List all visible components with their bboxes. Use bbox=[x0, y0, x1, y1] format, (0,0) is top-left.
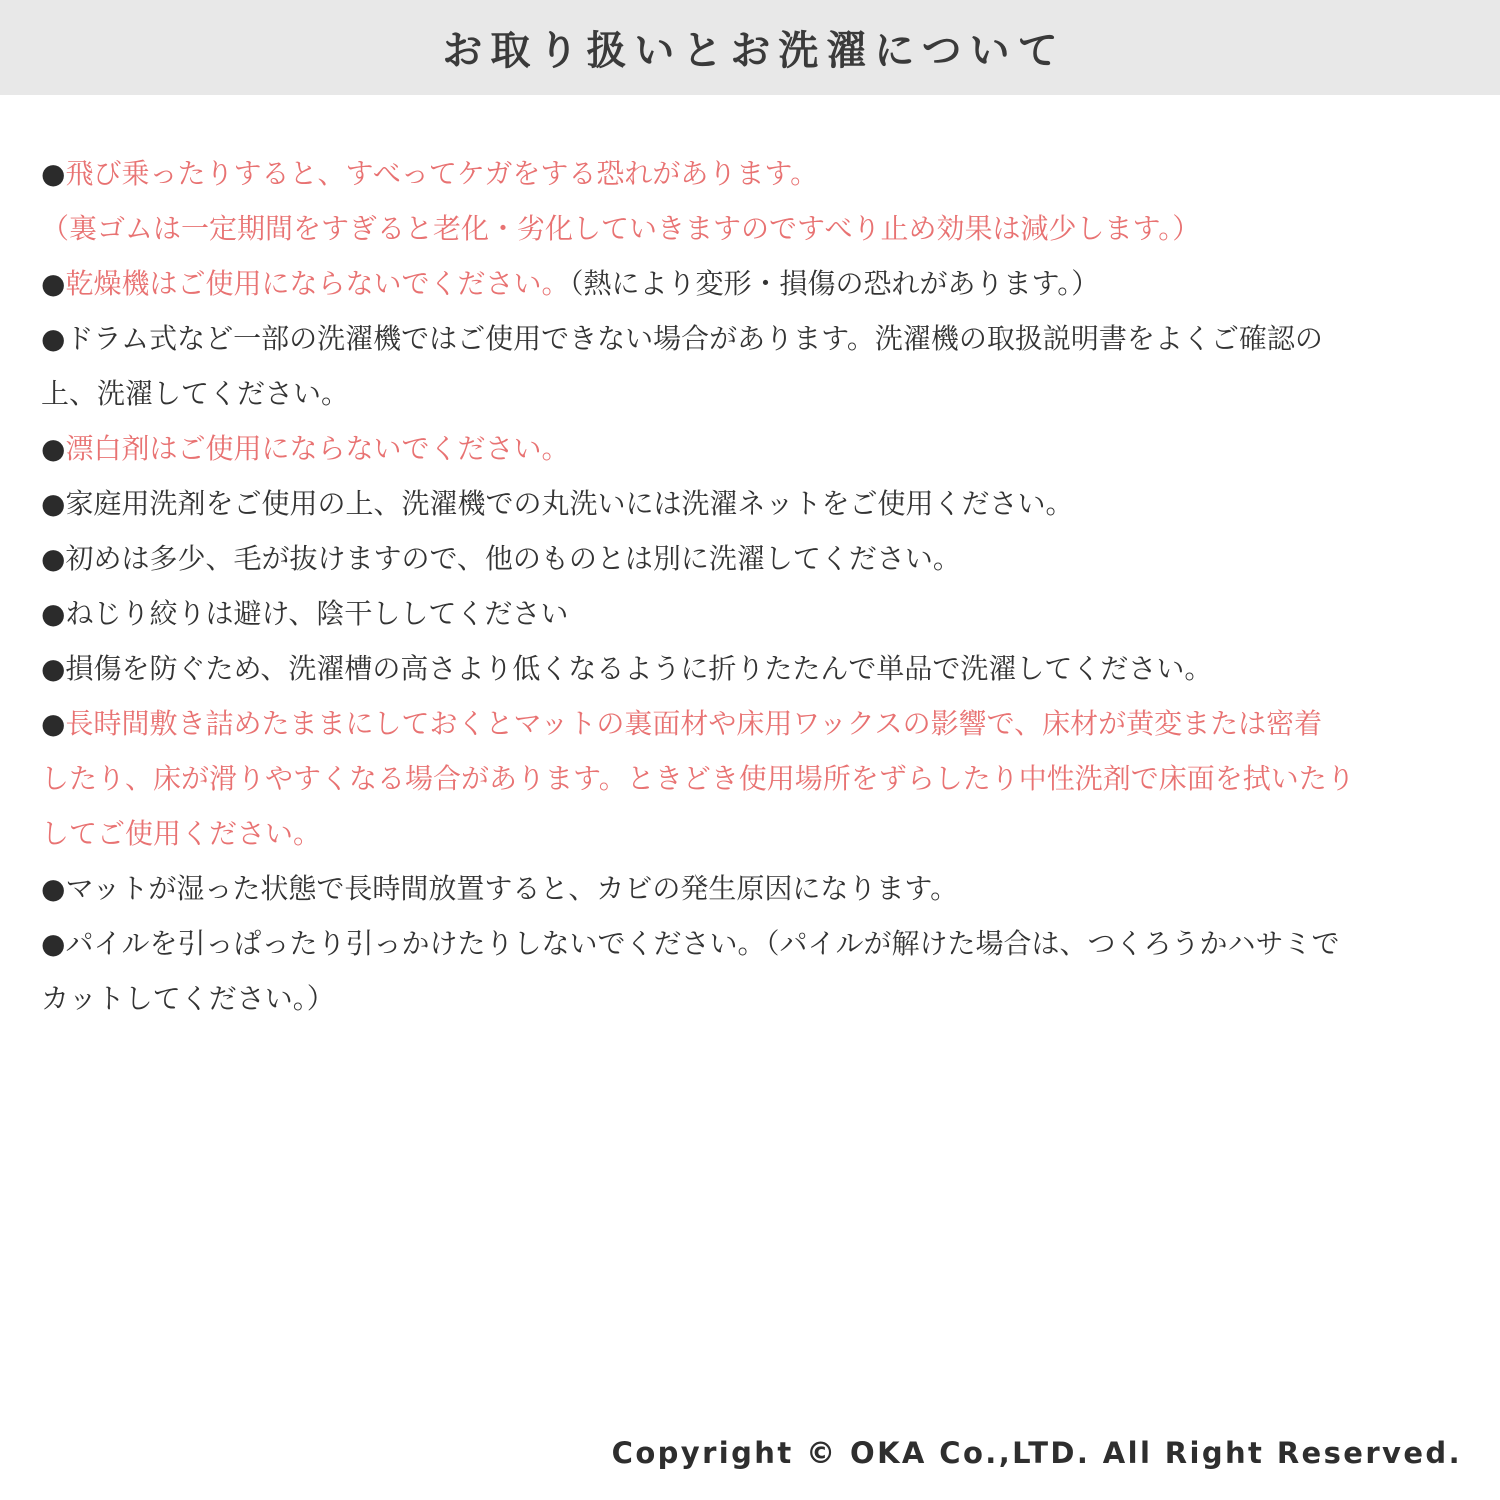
note-text: 家庭用洗剤をご使用の上、洗濯機での丸洗いには洗濯ネットをご使用ください。 bbox=[65, 487, 1074, 520]
note-text: （熱により変形・損傷の恐れがあります。） bbox=[569, 267, 1100, 300]
note-text: 損傷を防ぐため、洗濯槽の高さより低くなるように折りたたんで単品で洗濯してください。 bbox=[65, 652, 1213, 685]
copyright-notice: Copyright © OKA Co.,LTD. All Right Reserved. bbox=[611, 1436, 1462, 1470]
bullet-icon: ● bbox=[41, 432, 66, 465]
note-line bbox=[41, 476, 1461, 531]
note-text-warning: してご使用ください。 bbox=[41, 817, 322, 850]
note-text-warning: 乾燥機はご使用にならないでください。 bbox=[65, 267, 570, 300]
bullet-icon: ● bbox=[41, 927, 66, 960]
page-title: お取り扱いとお洗濯について bbox=[442, 28, 1066, 74]
note-text: パイルを引っぱったり引っかけたりしないでください。（パイルが解けた場合は、つくろうかハサミで bbox=[65, 927, 1340, 960]
note-text: マットが湿った状態で長時間放置すると、カビの発生原因になります。 bbox=[65, 872, 959, 905]
bullet-icon: ● bbox=[41, 487, 66, 520]
header-bar bbox=[0, 0, 1500, 95]
bullet-icon: ● bbox=[41, 652, 66, 685]
note-line bbox=[41, 366, 1461, 421]
note-text-warning: 飛び乗ったりすると、すべってケガをする恐れがあります。 bbox=[65, 157, 819, 190]
bullet-icon: ● bbox=[41, 322, 66, 355]
note-line bbox=[41, 971, 1461, 1026]
care-notes-list bbox=[41, 146, 1461, 1026]
note-line bbox=[41, 641, 1461, 696]
note-line bbox=[41, 256, 1461, 311]
note-line bbox=[41, 146, 1461, 201]
note-line bbox=[41, 751, 1461, 806]
bullet-icon: ● bbox=[41, 707, 66, 740]
note-text: ねじり絞りは避け、陰干ししてください bbox=[65, 597, 569, 630]
note-line bbox=[41, 311, 1461, 366]
note-text-warning: 長時間敷き詰めたままにしておくとマットの裏面材や床用ワックスの影響で、床材が黄変または密着 bbox=[65, 707, 1323, 740]
note-text-warning: 漂白剤はご使用にならないでください。 bbox=[65, 432, 570, 465]
note-text-warning: （裏ゴムは一定期間をすぎると老化・劣化していきますのですべり止め効果は減少します。） bbox=[41, 212, 1201, 245]
note-line bbox=[41, 201, 1461, 256]
note-line bbox=[41, 916, 1461, 971]
note-line bbox=[41, 861, 1461, 916]
bullet-icon: ● bbox=[41, 872, 66, 905]
bullet-icon: ● bbox=[41, 542, 66, 575]
bullet-icon: ● bbox=[41, 157, 66, 190]
bullet-icon: ● bbox=[41, 267, 66, 300]
note-text: 上、洗濯してください。 bbox=[41, 377, 350, 410]
note-line bbox=[41, 531, 1461, 586]
note-line bbox=[41, 696, 1461, 751]
note-line bbox=[41, 421, 1461, 476]
note-line bbox=[41, 806, 1461, 861]
note-text: ドラム式など一部の洗濯機ではご使用できない場合があります。洗濯機の取扱説明書をよくご確認の bbox=[65, 322, 1323, 355]
bullet-icon: ● bbox=[41, 597, 66, 630]
note-text: 初めは多少、毛が抜けますので、他のものとは別に洗濯してください。 bbox=[65, 542, 961, 575]
note-text-warning: したり、床が滑りやすくなる場合があります。ときどき使用場所をずらしたり中性洗剤で床面を拭いたり bbox=[41, 762, 1355, 795]
note-line bbox=[41, 586, 1461, 641]
note-text: カットしてください。） bbox=[41, 982, 335, 1015]
